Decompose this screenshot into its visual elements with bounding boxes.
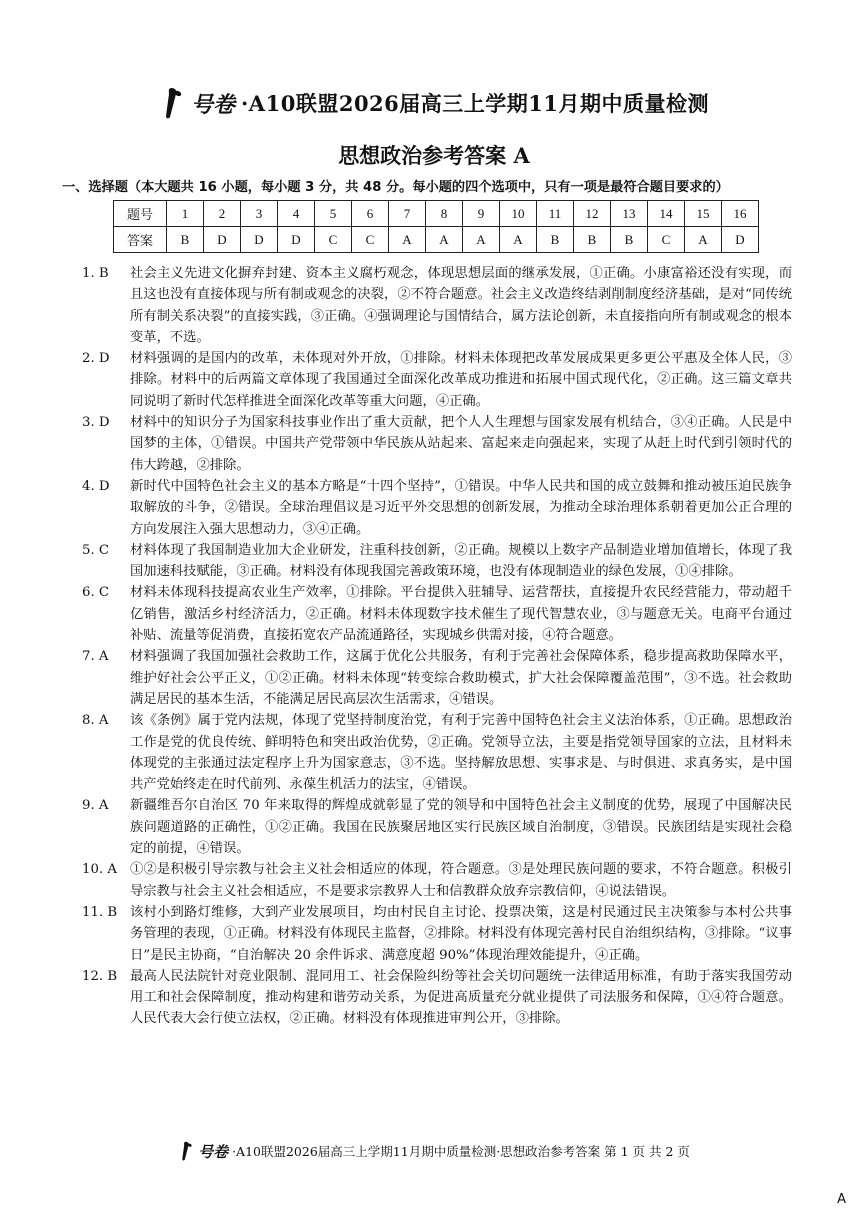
question-number-cell: 3 — [241, 201, 278, 227]
explanation-item — [82, 263, 792, 348]
explanation-item — [82, 859, 792, 902]
footer-brand: 号卷 — [198, 1142, 229, 1161]
question-number-cell: 8 — [426, 201, 463, 227]
item-text: ①②是积极引导宗教与社会主义社会相适应的体现，符合题意。③是处理民族问题的要求，不符合题意。积极引导宗教与社会主义社会相适应，不是要求宗教界人士和信教群众放弃宗教信仰，④说法错误。 — [130, 862, 792, 899]
item-text: 新疆维吾尔自治区 70 年来取得的辉煌成就彰显了党的领导和中国特色社会主义制度的优势，展现了中国解决民族问题道路的正确性，①②正确。我国在民族聚居地区实行民族区域自治制度，③错误。民族团结是实现社会稳定的前提，④错误。 — [130, 798, 792, 857]
page-title: 思想政治参考答案 A — [338, 143, 530, 168]
answer-cell: A — [463, 227, 500, 253]
explanation-item — [82, 412, 792, 476]
item-number: 11. B — [82, 904, 118, 920]
exam-title: ·A10联盟2026届高三上学期11月期中质量检测 — [241, 91, 709, 116]
question-number-cell: 11 — [537, 201, 574, 227]
item-number: 6. C — [82, 585, 110, 601]
item-number: 1. B — [82, 266, 109, 281]
item-number: 5. C — [82, 542, 110, 558]
item-text: 材料体现了我国制造业加大企业研发，注重科技创新，②正确。规模以上数字产品制造业增加值增长，体现了我国加速科技赋能，③正确。材料没有体现我国完善政策环境，也没有体现制造业的绿色发展，①④排除。 — [130, 542, 792, 580]
answer-cell: A — [426, 227, 463, 253]
question-number-cell: 7 — [389, 201, 426, 227]
section-heading: 一、选择题（本大题共 16 小题，每小题 3 分，共 48 分。每小题的四个选项中，只有一项是最符合题目要求的） — [62, 180, 729, 195]
item-number: 4. D — [82, 478, 110, 494]
item-text: 社会主义先进文化摒弃封建、资本主义腐朽观念，体现思想层面的继承发展，①正确。小康富裕还没有实现，而且这也没有直接体现与所有制或观念的决裂，②不符合题意。社会主义改造终结剥削制度经济基础，是对“同传统所有制关系决裂”的直接实践，③正确。④强调理论与国情结合，属方法论创新，未直接指向所有制或观念的根本变革，不选。 — [130, 266, 792, 345]
item-text: 该《条例》属于党内法规，体现了党坚持制度治党，有利于完善中国特色社会主义法治体系，①正确。思想政治工作是党的优良传统、鲜明特色和突出政治优势，②正确。党领导立法，主要是指党领导国家的立法，且材料未体现党的主张通过法定程序上升为国家意志，③不选。坚持解放思想、实事求是、与时俱进、求真务实，是中国共产党始终走在时代前列、永葆生机活力的法宝，④错误。 — [130, 713, 792, 793]
question-number-cell: 12 — [574, 201, 611, 227]
item-number: 2. D — [82, 351, 110, 367]
question-number-cell: 1 — [167, 201, 204, 227]
page-header — [0, 86, 868, 120]
question-number-cell: 2 — [204, 201, 241, 227]
item-number: 10. A — [82, 862, 117, 878]
answer-row — [114, 227, 759, 253]
answer-cell: D — [204, 227, 241, 253]
item-text: 最高人民法院针对竞业限制、混同用工、社会保险纠纷等社会关切问题统一法律适用标准，有助于落实我国劳动用工和社会保障制度，推动构建和谐劳动关系，为促进高质量充分就业提供了司法服务和保障，①④符合题意。人民代表大会行使立法权，②正确。材料没有体现推进审判公开，③排除。 — [130, 968, 792, 1027]
answer-cell: C — [315, 227, 352, 253]
answer-cell: D — [278, 227, 315, 253]
answer-cell: C — [352, 227, 389, 253]
explanation-item — [82, 476, 792, 540]
answer-cell: D — [241, 227, 278, 253]
item-number: 12. B — [82, 968, 118, 984]
answer-cell: D — [722, 227, 759, 253]
page-footer — [0, 1140, 868, 1162]
row-label: 答案 — [114, 227, 167, 253]
answer-explanations — [82, 263, 792, 1030]
question-number-cell: 10 — [500, 201, 537, 227]
explanation-item — [82, 966, 792, 1030]
brush-logo-icon — [178, 1140, 194, 1162]
question-number-cell: 6 — [352, 201, 389, 227]
item-text: 材料强调的是国内的改革，未体现对外开放，①排除。材料未体现把改革发展成果更多更公平惠及全体人民，③排除。材料中的后两篇文章体现了我国通过全面深化改革成功推进和拓展中国式现代化，②正确。这三篇文章共同说明了新时代怎样推进全面深化改革等重大问题，④正确。 — [130, 351, 792, 409]
corner-mark: A — [837, 1192, 846, 1207]
explanation-item — [82, 795, 792, 859]
item-text: 该村小到路灯维修，大到产业发展项目，均由村民自主讨论、投票决策，这是村民通过民主决策参与本村公共事务管理的表现，①正确。材料没有体现民主监督，②排除。材料没有体现完善村民自治组织结构，③排除。“议事日”是民主协商，“自治解决 20 余件诉求、满意度超 90%”体现治理效能提升，④正确。 — [130, 904, 792, 963]
item-text: 材料未体现科技提高农业生产效率，①排除。平台提供入驻辅导、运营帮扶，直接提升农民经营能力，带动超千亿销售，激活乡村经济活力，②正确。材料未体现数字技术催生了现代智慧农业，③与题意无关。电商平台通过补贴、流量等促消费，直接拓宽农产品流通路径，实现城乡供需对接，④符合题意。 — [130, 585, 792, 644]
explanation-item — [82, 348, 792, 412]
brand-name: 号卷 — [190, 91, 235, 118]
item-text: 新时代中国特色社会主义的基本方略是“十四个坚持”，①错误。中华人民共和国的成立鼓舞和推动被压迫民族争取解放的斗争，②错误。全球治理倡议是习近平外交思想的创新发展，为推动全球治理体系朝着更加公正合理的方向发展注入强大思想动力，③④正确。 — [130, 478, 792, 537]
question-number-row — [114, 201, 759, 227]
answer-cell: B — [167, 227, 204, 253]
item-text: 材料强调了我国加强社会救助工作，这属于优化公共服务，有利于完善社会保障体系，稳步提高救助保障水平，维护好社会公平正义，①②正确。材料未体现“转变综合救助模式，扩大社会保障覆盖范围”，③不选。社会救助满足居民的基本生活，不能满足居民高层次生活需求，④错误。 — [130, 649, 792, 707]
item-number: 9. A — [82, 798, 109, 814]
item-number: 3. D — [82, 415, 110, 431]
brush-logo-icon — [159, 86, 185, 120]
answer-cell: B — [611, 227, 648, 253]
answer-cell: B — [537, 227, 574, 253]
item-number: 8. A — [82, 713, 109, 729]
answer-cell: C — [648, 227, 685, 253]
explanation-item — [82, 540, 792, 583]
question-number-cell: 13 — [611, 201, 648, 227]
answer-cell: A — [389, 227, 426, 253]
answer-cell: B — [574, 227, 611, 253]
answer-cell: A — [500, 227, 537, 253]
question-number-cell: 15 — [685, 201, 722, 227]
item-number: 7. A — [82, 649, 109, 665]
explanation-item — [82, 902, 792, 966]
explanation-item — [82, 582, 792, 646]
footer-text: ·A10联盟2026届高三上学期11月期中质量检测·思想政治参考答案 第 1 页 共 2 页 — [232, 1144, 690, 1159]
question-number-cell: 16 — [722, 201, 759, 227]
explanation-item — [82, 646, 792, 710]
question-number-cell: 5 — [315, 201, 352, 227]
row-label: 题号 — [114, 201, 167, 227]
question-number-cell: 14 — [648, 201, 685, 227]
item-text: 材料中的知识分子为国家科技事业作出了重大贡献，把个人人生理想与国家发展有机结合，③④正确。人民是中国梦的主体，①错误。中国共产党带领中华民族从站起来、富起来走向强起来，实现了从赶上时代到引领时代的伟大跨越，②排除。 — [130, 415, 792, 473]
answer-cell: A — [685, 227, 722, 253]
explanation-item — [82, 710, 792, 795]
question-number-cell: 4 — [278, 201, 315, 227]
answer-table — [113, 200, 759, 253]
question-number-cell: 9 — [463, 201, 500, 227]
